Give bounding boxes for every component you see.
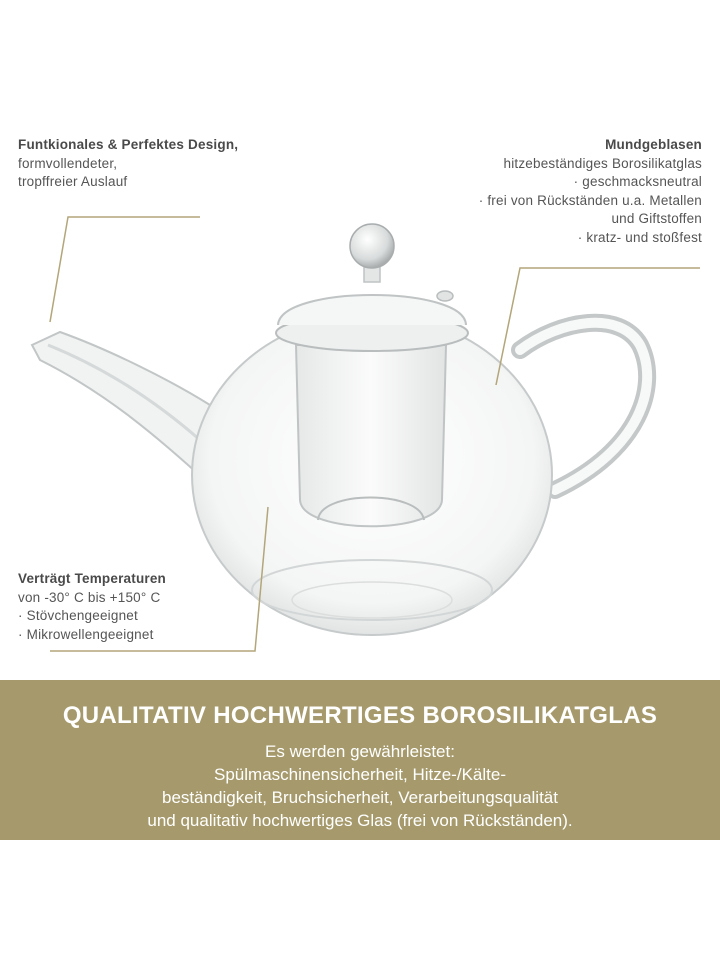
design-line: formvollendeter, [18, 155, 118, 171]
temperature-line: · Mikrowellengeeignet [18, 626, 154, 642]
glass-line: · geschmacksneutral [573, 174, 702, 189]
glass-callout [479, 136, 702, 247]
glass-heading: Mundgeblasen [605, 137, 702, 152]
banner-line: beständigkeit, Bruchsicherheit, Verarbeitungsqualität [162, 788, 558, 807]
banner-line: Spülmaschinensicherheit, Hitze-/Kälte- [214, 765, 506, 784]
feature-banner [0, 680, 720, 840]
design-leader-line [50, 217, 200, 322]
glass-line: hitzebeständiges Borosilikatglas [503, 155, 702, 171]
design-callout [18, 136, 238, 192]
banner-line: und qualitativ hochwertiges Glas (frei von Rückständen). [147, 811, 573, 830]
glass-line: · kratz- und stoßfest [577, 229, 702, 245]
design-line: tropffreier Auslauf [18, 174, 128, 189]
temperature-heading: Verträgt Temperaturen [18, 571, 166, 586]
glass-line: und Giftstoffen [611, 211, 702, 226]
temperature-line: von -30° C bis +150° C [18, 589, 161, 605]
temperature-callout [18, 570, 166, 644]
banner-line: Es werden gewährleistet: [265, 742, 455, 761]
design-heading: Funtkionales & Perfektes Design, [18, 137, 239, 152]
temperature-line: · Stövchengeeignet [18, 608, 138, 623]
banner-body [0, 740, 720, 832]
glass-leader-line [496, 268, 700, 385]
glass-line: · frei von Rückständen u.a. Metallen [478, 192, 702, 208]
banner-title: QUALITATIV HOCHWERTIGES BOROSILIKATGLAS [62, 702, 658, 729]
